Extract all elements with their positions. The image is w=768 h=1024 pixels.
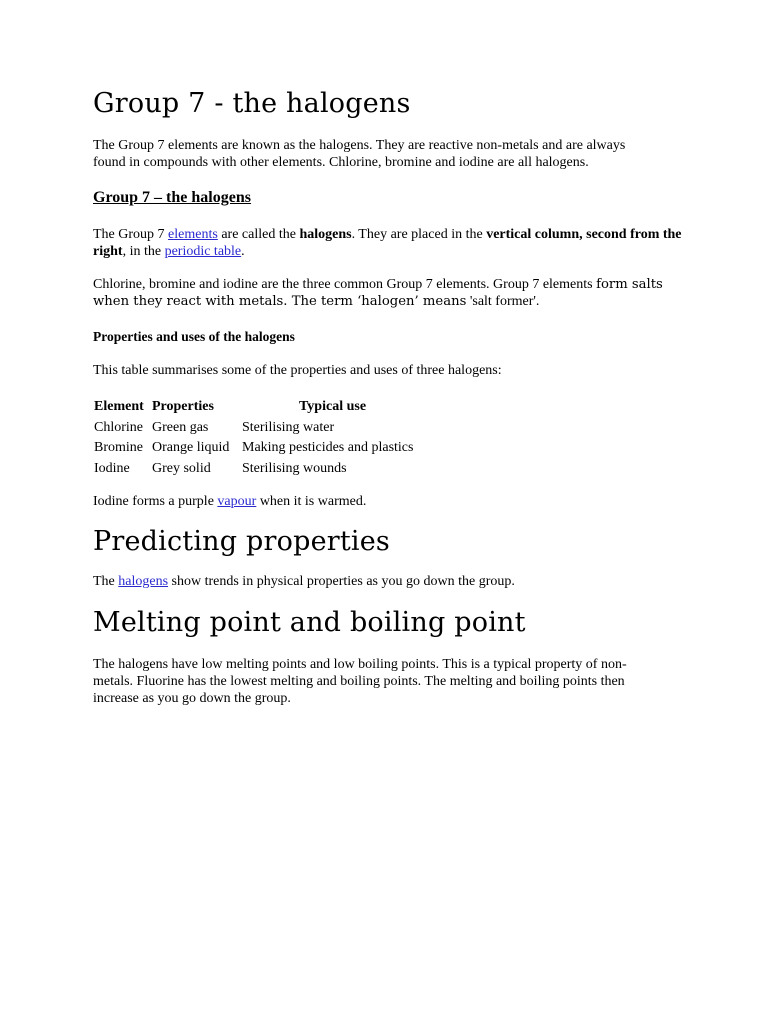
page-title: Group 7 - the halogens — [93, 88, 411, 119]
heading-melting-boiling: Melting point and boiling point — [93, 607, 526, 638]
paragraph-group7-position — [93, 226, 693, 260]
column-header-element: Element — [94, 399, 144, 414]
table-row — [94, 418, 499, 439]
table-cell: Making pesticides and plastics — [242, 440, 414, 455]
link-vapour[interactable]: vapour — [217, 494, 257, 509]
table-cell: Green gas — [152, 419, 209, 435]
text-segment: when it is warmed. — [256, 494, 367, 509]
text-segment: The — [93, 574, 119, 589]
column-header-typical-use: Typical use — [299, 399, 367, 414]
table-row — [94, 438, 499, 459]
section-subheading: Group 7 – the halogens — [93, 189, 251, 206]
bold-halogens: halogens — [299, 227, 352, 242]
table-cell: Grey solid — [152, 460, 211, 476]
text-segment: are called the — [217, 227, 300, 242]
paragraph-iodine-vapour — [93, 493, 693, 510]
table-cell: Orange liquid — [152, 440, 230, 455]
heading-predicting-properties: Predicting properties — [93, 526, 390, 557]
text-segment: form salts when they react with metals. The term ‘halogen’ means — [93, 277, 663, 309]
text-segment: 'salt former'. — [466, 294, 540, 309]
halogens-table — [94, 397, 499, 479]
table-cell: Sterilising water — [242, 419, 335, 435]
link-elements[interactable]: elements — [168, 227, 218, 242]
column-header-properties: Properties — [152, 399, 214, 414]
paragraph-trends — [93, 573, 693, 590]
intro-paragraph: The Group 7 elements are known as the halogens. They are reactive non-metals and are always found in compounds with other elements. Chlorine, bromine and iodine are all halogens. — [93, 138, 626, 170]
table-cell: Chlorine — [94, 419, 143, 435]
document-content — [93, 86, 693, 707]
table-cell: Sterilising wounds — [242, 460, 347, 476]
text-segment: Chlorine, bromine and iodine are the three common Group 7 elements. Group 7 elements — [93, 277, 597, 292]
table-intro: This table summarises some of the properties and uses of three halogens: — [93, 363, 502, 378]
text-segment: . — [241, 244, 245, 259]
bold-vertical-column: vertical column, second from the right — [93, 227, 682, 259]
text-segment: , in the — [122, 244, 165, 259]
link-periodic-table[interactable]: periodic table — [164, 244, 242, 259]
table-cell: Iodine — [94, 460, 130, 476]
text-segment: . They are placed in the — [351, 227, 487, 242]
link-halogens[interactable]: halogens — [118, 574, 169, 589]
text-segment: Iodine forms a purple — [93, 494, 218, 509]
text-segment: The Group 7 — [93, 227, 169, 242]
table-cell: Bromine — [94, 440, 143, 455]
properties-heading: Properties and uses of the halogens — [93, 329, 295, 344]
table-header-row — [94, 397, 499, 418]
paragraph-common-elements — [93, 276, 693, 310]
text-segment: show trends in physical properties as you go down the group. — [168, 574, 515, 589]
table-row — [94, 459, 499, 480]
paragraph-melting-boiling: The halogens have low melting points and low boiling points. This is a typical property of non-metals. Fluorine has the lowest melting and boiling points. The melting and boiling points then increase as you go down the group. — [93, 657, 627, 706]
